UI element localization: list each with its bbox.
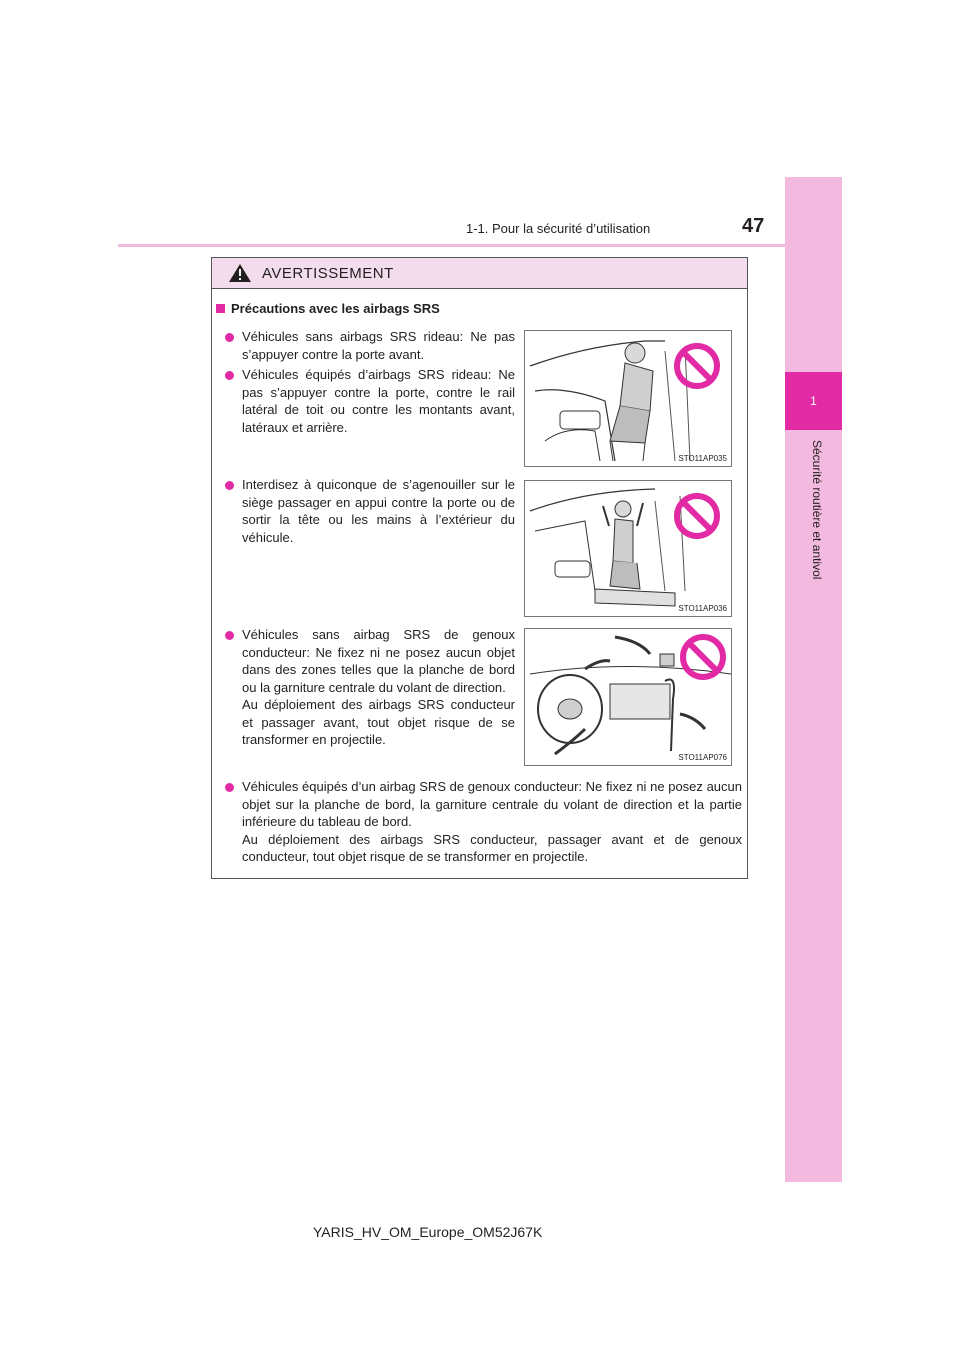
bullet-item	[242, 366, 515, 436]
side-tab-label: Sécurité routière et antivol	[810, 440, 824, 580]
bullet-dot-icon	[225, 371, 234, 380]
bullet-item	[242, 626, 515, 749]
bullet-text: Véhicules sans airbags SRS rideau: Ne pas s’appuyer contre la porte avant.	[242, 329, 515, 362]
footer-code: YARIS_HV_OM_Europe_OM52J67K	[313, 1224, 543, 1240]
bullet-dot-icon	[225, 333, 234, 342]
section-title: 1-1. Pour la sécurité d’utilisation	[466, 221, 651, 236]
side-tab-number: 1	[785, 372, 842, 430]
bullet-text: Véhicules sans airbag SRS de genoux conducteur: Ne fixez ni ne posez aucun objet dans des zones telles que la planche de bord ou la garniture centrale du volant de direction.	[242, 627, 515, 695]
square-bullet-icon	[216, 304, 225, 313]
bullet-text: Véhicules équipés d’un airbag SRS de genoux conducteur: Ne fixez ni ne posez aucun objet sur la planche de bord, la garniture centrale du volant de direction et la partie inférieure du tableau de bord.	[242, 779, 742, 829]
bullet-text-continued: Au déploiement des airbags SRS conducteur, passager avant et de genoux conducteur, tout objet risque de se transformer en projectile.	[242, 831, 742, 864]
bullet-text-continued: Au déploiement des airbags SRS conducteur et passager avant, tout objet risque de se transformer en projectile.	[242, 697, 515, 747]
warning-triangle-icon	[228, 263, 252, 283]
bullet-dot-icon	[225, 783, 234, 792]
bullet-item	[242, 778, 742, 866]
bullet-text: Véhicules équipés d’airbags SRS rideau: Ne pas s’appuyer contre la porte, contre le rail latéral de toit ou contre les montants avant, latéraux et arrière.	[242, 367, 515, 435]
bullet-item	[242, 476, 515, 546]
page-number: 47	[742, 215, 765, 237]
illustration-code: STO11AP035	[678, 454, 727, 463]
bullet-dot-icon	[225, 481, 234, 490]
side-tab	[785, 177, 842, 1182]
illustration-code: STO11AP076	[678, 753, 727, 762]
warning-header	[212, 258, 747, 289]
bullet-item	[242, 328, 515, 363]
kneeling-drawing	[525, 481, 731, 616]
illustration-kneeling	[524, 480, 732, 617]
illustration-door-lean	[524, 330, 732, 467]
warning-heading-text: Précautions avec les airbags SRS	[231, 301, 440, 316]
illustration-dashboard	[524, 628, 732, 766]
dashboard-drawing	[525, 629, 731, 765]
illustration-code: STO11AP036	[678, 604, 727, 613]
door-lean-drawing	[525, 331, 731, 466]
warning-title: AVERTISSEMENT	[262, 264, 394, 282]
header-rule	[118, 244, 786, 247]
bullet-dot-icon	[225, 631, 234, 640]
bullet-text: Interdisez à quiconque de s’agenouiller sur le siège passager en appui contre la porte ou de sortir la tête ou les mains à l’extérieur du véhicule.	[242, 477, 515, 545]
warning-heading	[216, 301, 440, 316]
